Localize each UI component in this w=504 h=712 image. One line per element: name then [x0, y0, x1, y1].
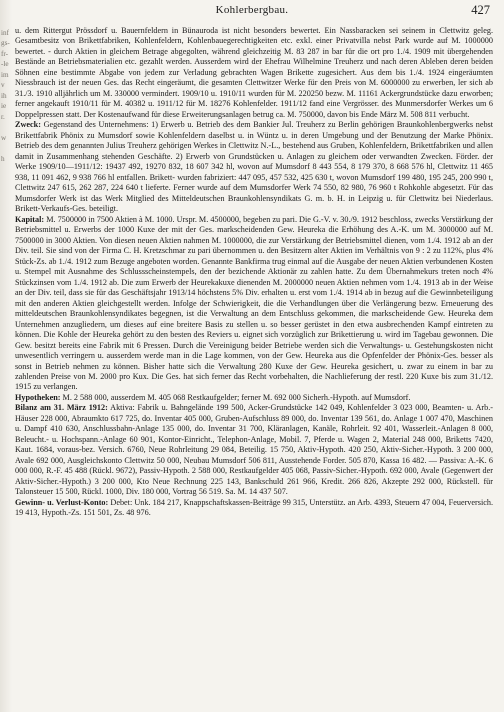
paragraph-bilanz: [15, 403, 493, 497]
margin-fragment: -le: [1, 60, 9, 69]
margin-fragment: ie: [1, 102, 7, 111]
margin-fragment: [1, 227, 11, 237]
margin-fragment: h: [1, 154, 5, 163]
margin-fragment: fr-: [1, 49, 9, 58]
margin-fragment: [1, 280, 11, 290]
paragraph-text: u. dem Rittergut Prössdorf u. Bauernfeldern in Bünauroda ist nicht besonders bewertet. Ein Nassbaracken sei seinem in Clettwitz geleg. Gesamtbesitz von Brikettfabriken, Kohlenfeldern, Kohlenbauegerechtigkeiten etc. exkl. einer Privatvilla nebst Park wurde auf M. 1000000 bewertet. - durch Aktien in gleichem Betrage abgegolten, während gleichzeitig M. 83 287 in bar für die ort pro 1./4. 1909 mit übergehenden Bestände an Betriebsmaterialien etc. gezahlt werden. Ausserdem wird der Ehefrau Wilhelmine Treuherz und nach deren Ableben deren beiden Söhnen eine bestimmte Abgabe von jedem zur Verladung gebrachten Wagen Brikette zugesichert. Aus dem bis 1./4. 1924 eingeräumten Niessbrauch ist der neuen Ges. das Recht eingeräumt, die gesamten Clettwitzer Werke für den Preis von M. 6000000 zu erwerben, ler sich ab 31./3. 1910 alljährlich um M. 330000 vermindert. 1909/10 u. 1910/11 wurden für M. 220250 bezw. M. 11161 Ackergrundstücke dazu erworben; ferner angekauft 1910/11 für M. 40382 u. 1911/12 für M. 18276 Kohlenfelder. 1911/12 fand eine Vergrösser. des Munmersdorfer Werkes um 6 Doppelpressen statt. Der Kostenaufwand für diese Erweiterungsanlagen betrug ca. M. 750000, davon bis Ende März M. 508 811 verbucht.: [15, 26, 493, 119]
section-label-kapital: Kapital:: [15, 214, 45, 224]
paragraph-kapital: [15, 215, 493, 393]
margin-fragment: [1, 122, 11, 132]
section-label-zweck: Zweck:: [15, 120, 41, 130]
paragraph-text: M. 7500000 in 7500 Aktien à M. 1000. Urspr. M. 4500000, begeben zu pari. Die G.-V. v. 30./9. 1912 beschloss, zwecks Verstärkung der Betriebsmittel u. Erwerbs der 1000 Kuxe der mit der Ges. markscheidenden Gew. Heureka die Erhöhung des A.-K. um M. 3000000 auf M. 7500000 in 3000 Aktien. Von diesen neuen Aktien nahmen M. 1000000, die zur Verstärkung der Betriebsmittel dienen, vom 1./4. 1912 ab an der Div. teil. Sie sind von der Firma C. H. Kretzschmar zu pari übernommen u. den Besitzern alter Aktien im Verhältnis von 9 : 2 zu 112%, plus 4% Stück-Zs. ab 1./4. 1912 zum Bezuge angeboten worden. Genannte Bankfirma trug einmal auf die Ausgabe der neuen Aktien verbundenen Kosten u. Stempel mit Ausnahme des Schlussscheinstempels, den der bezichende Aktionär zu zahlen hatte. Zu dem Übernahmekurs treten noch 4% Stückzinsen vom 1./4. 1912 ab. Die zum Erwerb der Heurekakuxe dienenden M. 2000000 neuen Aktien nehmen vom 1./4. 1913 ab in der Weise an der Div. teil, dass sie für das Geschäftsjahr 1913/14 höchstens 5% Div. erhalten u. erst vom 1./4. 1914 ab in bezug auf die Gewinnbeteiligung mit den anderen Aktien gleichgestellt werden. Infolge der Schwierigkeit, die die Verhandlungen über die Verlängerung bezw. Erneuerung des mitteldeutschen Braunkohlensyndikates begegnen, ist die Verwaltung an dem Entschluss gekommen, die markscheidende Gew. Heureka dem Unternehmen anzugliedern, um dieses auf eine breitere Basis zu stellen u. so besser gerüstet in den etwa ausbrechenden Kampf eintreten zu können. Die Kohle der Heureka gehört zu den besten des Reviers u. eignet sich vorzüglich zur Brikettierung u. wird im Tagebau gewonnen. Die Gew. besitzt bereits eine Fabrik mit 6 Pressen. Durch die Vereinigung beider Betriebe werden sich die Verwaltungs- u. Gestehungskosten nicht unwesentlich verringern u. ausserdem werde man in die Lage kommen, von der Gew. Heureka aus die Opfenfelder der Phönix-Ges. besser als sonst in Betrieb nehmen zu können. Bisher hatte sich die Verwaltung 280 Kuxe der Gew. Heureka gesichert, u. zwar zu einem in bar zu zahlenden Preise von M. 2000 pro Kux. Die Ges. hat sich ferner das Recht vorbehalten, die Nachlieferung der restl. 220 Kuxe bis zum 31./12. 1915 zu verlangen.: [15, 214, 493, 392]
margin-fragment: im: [1, 70, 9, 79]
paragraph-text: Debet: Unk. 184 217, Knappschaftskassen-Beiträge 99 315, Unterstütz. an Arb. 4393, Steuern 47 004, Feuerversich. 19 413, Hypoth.-Zs. 151 501, Zs. 48 976.: [15, 497, 493, 518]
running-title: Kohlerbergbau.: [215, 4, 289, 16]
margin-fragment: [1, 248, 11, 258]
margin-fragment: [1, 301, 11, 311]
margin-fragment: [1, 175, 11, 185]
margin-fragment: r.: [1, 112, 5, 121]
page-header: [0, 4, 504, 20]
margin-fragment: v: [1, 81, 5, 90]
margin-fragment: [1, 143, 11, 153]
margin-fragment: [1, 311, 11, 321]
margin-fragment: [1, 238, 11, 248]
margin-fragment: [1, 185, 11, 195]
margin-fragment: [1, 364, 11, 374]
margin-fragment: gs-: [1, 39, 10, 48]
document-body: [15, 26, 493, 710]
paragraph-text: M. 2 588 000, ausserdem M. 405 068 Restkaufgelder; ferner M. 692 000 Sicherh.-Hypoth. auf Mumsdorf.: [62, 392, 411, 402]
section-label-gewinn-verlust: Gewinn- u. Verlust-Konto:: [15, 497, 109, 507]
paragraph-text: Aktiva: Fabrik u. Bahngelände 199 500, Acker-Grundstücke 142 049, Kohlenfelder 3 023 000, Beamten- u. Arb.-Häuser 228 000, Abraumkto 617 725, do. Inventar 405 000, Gruben-Aufschluss 89 000, do. Inventar 139 561, do. Anlage 1 007 470, Maschinen u. Dampf 410 630, Anschlussbahn-Anlage 135 000, do. Inventar 31 700, Kläranlagen, Kanäle, Rohrleit. 92 401, Wasserleit.-Anlagen 8 000, Beleucht.- u. Hochspann.-Anlage 60 901, Kontor-Einricht., Telephon-Anlage, Mobil. 7, Pferde u. Wagen 2, Material 248 000, Briketts 7420, Kaut. 1684, voraus-bez. Versich. 6760, Neue Rohrleitung 29 084, Beteilig. 15 750, Aktiv-Hypoth. 420 250, Aktiv-Sicher.-Hypoth. 3 200 000, Avale 692 000, Ausgleichskonto Clettwitz 50 000, Neubau Mumsdorf 506 811, Ausstehende Forder. 505 870, Kassa 16 482. — Passiva: A.-K. 6 000 000, R.-F. 45 488 (Rückl. 9672), Passiv-Hypoth. 2 588 000, Restkaufgelder 405 068, Passiv-Sicher.-Hypoth. 692 000, Avale (Gegenwert der Aktiv-Sicher.-Hypoth.) 3 200 000, Kto Neue Rechnung 225 143, Bankschuld 261 966, Kredit. 266 826, Akzepte 292 000, Rückstell. für Talonsteuer 15 500, Rückl. 1000, Div. 180 000, Vortrag 56 519. Sa. M. 14 437 507.: [15, 403, 493, 497]
section-label-bilanz: Bilanz am 31. März 1912:: [15, 403, 108, 413]
margin-fragment: [1, 343, 11, 353]
margin-fragment: [1, 353, 11, 363]
margin-fragment: [1, 322, 11, 332]
margin-fragment: [1, 196, 11, 206]
margin-fragment: [1, 269, 11, 279]
margin-fragment: [1, 217, 11, 227]
section-label-hypotheken: Hypotheken:: [15, 392, 61, 402]
paragraph-hypotheken: [15, 393, 493, 403]
margin-fragment: [1, 206, 11, 216]
left-margin-fragments: [1, 28, 11, 374]
paragraph-text: Gegenstand des Unternehmens: 1) Erwerb u. Betrieb des dem Bankier Jul. Treuherz zu Berlin gehörigen Braunkohlenbergwerks nebst Brikettfabrik Phönix zu Mumsdorf sowie Kohlenfeldern daselbst u. in Wüntz u. in deren Umgebung und der Benutzung der Marke Phönix. Betrieb des dem genannten Julius Treuherz gehörigen Werkes in Clettwitz N.-L., bestehend aus Gruben, Kohlenfeldern, Brikettfabriken und allen damit in Zusammenhang stehenden Geschäfte. 2) Erwerb von Grundstücken u. Anlagen zu gleichem oder verwandten Zwecken. Förder. der Werke 1909/10—1911/12: 19437 492, 19270 832, 18 607 342 hl, wovon auf Mumsdorf 8 443 554, 8 179 370, 8 668 576 hl, Clettwitz 11 465 938, 11 091 462, 9 938 766 hl entfallen. Brikett- wurden fabriziert: 447 095, 457 532, 425 630 t, wovon Mumsdorf 199 480, 195 245, 200 990 t, Clettwitz 247 615, 262 287, 224 640 t lieferte. Ferner wurde auf dem Mumsdorfer Werk 74 550, 82 980, 76 960 t Rohkohle abgesetzt. Für das Mumsdorfer Werk ist das Werk Mitglied des Mitteldeutschen Braunkohlensyndikats G. m. b. H. in Leipzig u. für Clettwitz bei Niederlaus. Brikett-Verkaufs-Ges. beteiligt.: [15, 120, 493, 214]
paragraph-gewinn-verlust: [15, 498, 493, 519]
margin-fragment: inf: [1, 29, 9, 37]
page-number: 427: [471, 3, 490, 17]
margin-fragment: [1, 332, 11, 342]
margin-fragment: [1, 164, 11, 174]
paragraph-zweck: [15, 120, 493, 214]
margin-fragment: w: [1, 133, 7, 142]
margin-fragment: ih: [1, 91, 7, 100]
margin-fragment: [1, 259, 11, 269]
margin-fragment: [1, 290, 11, 300]
paragraph-intro: [15, 26, 493, 120]
